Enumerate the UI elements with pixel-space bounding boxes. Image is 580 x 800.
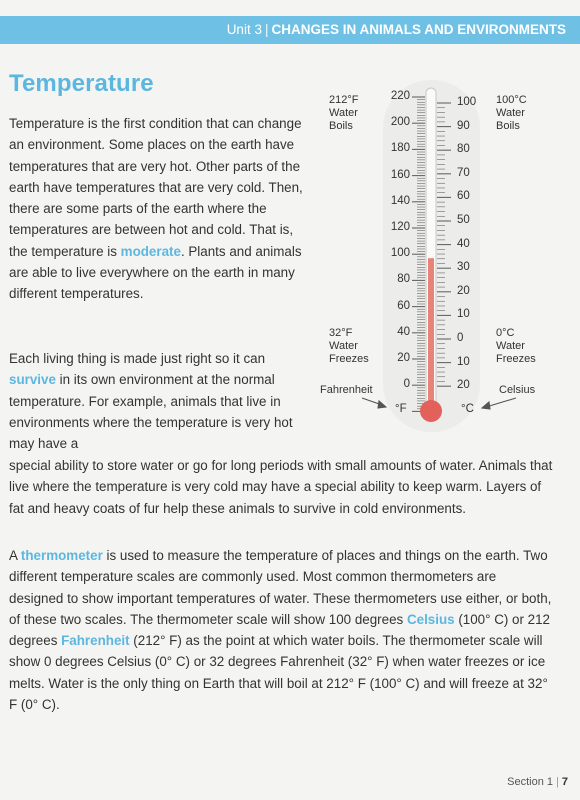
fahrenheit-scale-name: Fahrenheit bbox=[320, 384, 373, 396]
paragraph-text: special ability to store water or go for long periods with small amounts of water. Animals that live where the temperature is very cold may have a special ability to keep warm. Layers of fat and heavy coats of fur help these animals to survive in cold environments. bbox=[9, 458, 553, 516]
page-title: Temperature bbox=[9, 70, 154, 97]
paragraph-text: Each living thing is made just right so it can bbox=[9, 351, 266, 366]
fahrenheit-tick-label: 80 bbox=[397, 273, 410, 286]
celsius-scale-name: Celsius bbox=[499, 384, 536, 396]
celsius-tick-label: 70 bbox=[457, 166, 470, 179]
celsius-pointer-arrow bbox=[486, 398, 516, 407]
fahrenheit-tick-label: 100 bbox=[390, 247, 410, 260]
fahrenheit-tick-label: 60 bbox=[397, 299, 410, 312]
fahrenheit-unit-label: °F bbox=[395, 403, 407, 415]
celsius-arrowhead bbox=[482, 402, 490, 409]
paragraph-text: (100° C) or 212 degrees bbox=[9, 611, 551, 649]
keyword-celsius: Celsius bbox=[406, 611, 455, 627]
fahrenheit-tick-label: 200 bbox=[390, 116, 410, 129]
fahrenheit-tick-label: 220 bbox=[390, 90, 410, 102]
fahrenheit-tick-label: 160 bbox=[390, 168, 410, 181]
unit-label: Unit 3 bbox=[226, 22, 262, 37]
celsius-tick-label: 60 bbox=[457, 190, 470, 203]
celsius-unit-label: °C bbox=[461, 403, 474, 415]
celsius-tick-label: 20 bbox=[457, 379, 470, 392]
keyword-survive: survive bbox=[9, 372, 56, 388]
celsius-freezing-label: 0°C Water Freezes bbox=[496, 327, 536, 365]
keyword-thermometer: thermometer bbox=[20, 548, 103, 563]
paragraph-text: is used to measure the temperature of places and things on the earth. Two different temperature scales are commonly used. Most common thermometers are designed to show important temperatures of water. These thermometers use either, or both, of these two scales. The thermometer scale will show 100 degrees bbox=[9, 548, 552, 627]
keyword-moderate: moderate bbox=[120, 243, 181, 259]
footer-separator: | bbox=[556, 776, 559, 788]
celsius-tick-label: 10 bbox=[457, 308, 470, 321]
paragraph-text: (212° F) as the point at which water boils. The thermometer scale will show 0 degrees Celsius (0° C) or 32 degrees Fahrenheit (32° F) when water freezes or ice melts. Water is the only thing on Earth that will boil at 212° F (100° C) and will freeze at 32° F (0° C). bbox=[9, 633, 548, 713]
celsius-tick-label: 100 bbox=[457, 96, 477, 108]
celsius-tick-label: 80 bbox=[457, 143, 470, 156]
fahrenheit-tick-label: 20 bbox=[397, 352, 410, 364]
paragraph-text: A bbox=[9, 548, 21, 563]
fahrenheit-arrowhead bbox=[378, 401, 386, 408]
celsius-boiling-label: 100°C Water Boils bbox=[496, 94, 527, 132]
celsius-tick-label: 0 bbox=[457, 332, 464, 344]
fahrenheit-tick-label: 40 bbox=[397, 325, 410, 338]
thermometer-mercury bbox=[428, 258, 434, 409]
fahrenheit-tick-label: 180 bbox=[390, 142, 410, 155]
page-number: 7 bbox=[561, 776, 568, 788]
keyword-fahrenheit: Fahrenheit bbox=[61, 633, 130, 649]
fahrenheit-boiling-label: 212°F Water Boils bbox=[329, 94, 359, 132]
unit-title: CHANGES IN ANIMALS AND ENVIRONMENTS bbox=[271, 22, 566, 37]
celsius-tick-label: 20 bbox=[457, 284, 470, 297]
section-label: Section 1 bbox=[507, 776, 554, 788]
celsius-tick-label: 30 bbox=[457, 261, 470, 274]
celsius-tick-label: 10 bbox=[457, 355, 470, 368]
celsius-tick-label: 40 bbox=[457, 237, 470, 250]
page-footer bbox=[507, 776, 568, 788]
celsius-tick-label: 90 bbox=[457, 119, 470, 132]
thermometer-bulb bbox=[420, 400, 442, 422]
fahrenheit-freezing-label: 32°F Water Freezes bbox=[329, 327, 369, 365]
fahrenheit-tick-label: 0 bbox=[403, 378, 410, 391]
celsius-tick-label: 50 bbox=[457, 214, 470, 226]
fahrenheit-tick-label: 120 bbox=[390, 221, 410, 233]
paragraph-text: Temperature is the first condition that can change an environment. Some places on the earth have temperatures that are very hot. Other parts of the earth have temperatures that are very cold. Then, there are some parts of the earth where the temperatures are between hot and cold. That is, the temperature is bbox=[9, 116, 303, 259]
paragraph-text: in its own environment at the normal temperature. For example, animals that live in environments where the temperature is very hot may have a bbox=[9, 372, 293, 452]
paragraph-text: . Plants and animals are able to live everywhere on the earth in many different temperatures. bbox=[9, 243, 302, 302]
fahrenheit-tick-label: 140 bbox=[390, 194, 410, 207]
header-separator: | bbox=[264, 22, 269, 37]
